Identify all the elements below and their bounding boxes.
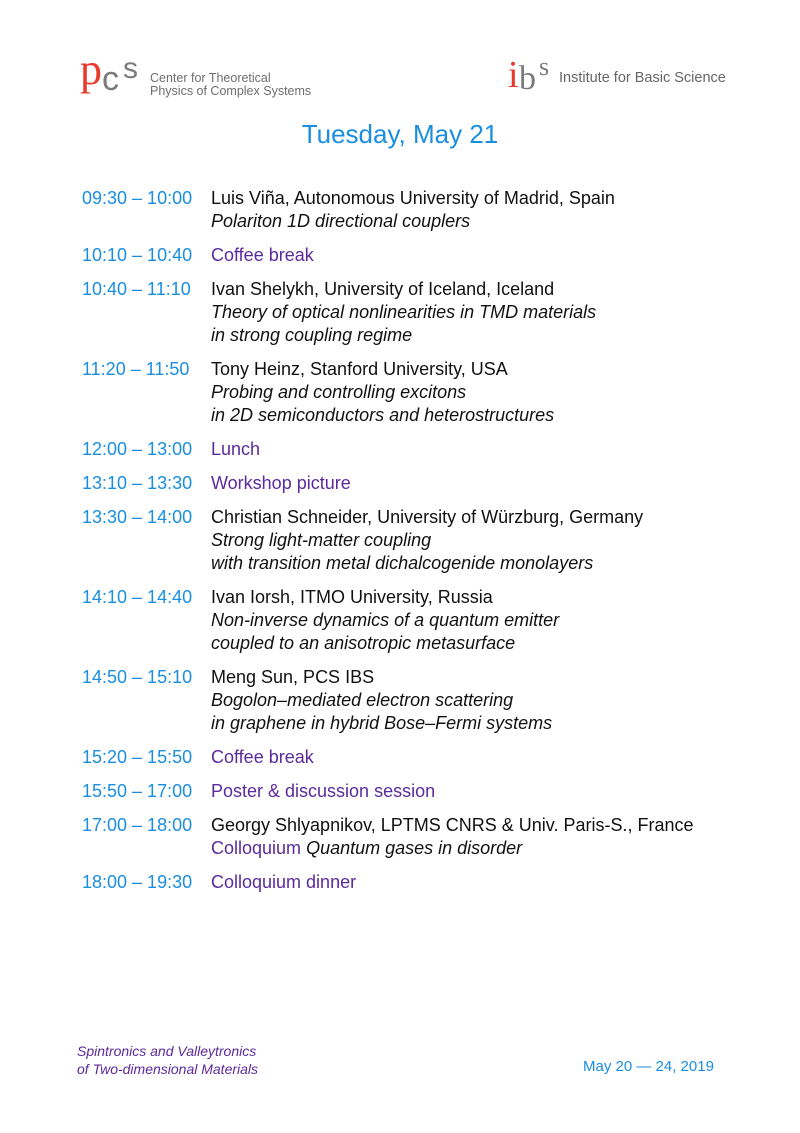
talk-title bbox=[82, 609, 782, 632]
schedule-row-line bbox=[82, 243, 782, 267]
talk-title-text: in 2D semiconductors and heterostructures bbox=[211, 405, 555, 425]
time-slot: 10:40 – 11:10 bbox=[82, 279, 191, 299]
speaker-name: Ivan Iorsh, ITMO University, Russia bbox=[211, 587, 493, 607]
schedule-row bbox=[82, 243, 782, 267]
time-slot: 13:10 – 13:30 bbox=[82, 473, 193, 493]
talk-title bbox=[82, 529, 782, 552]
time-slot: 15:50 – 17:00 bbox=[82, 781, 193, 801]
talk-title-text: with transition metal dichalcogenide monolayers bbox=[211, 553, 594, 573]
speaker-name: Tony Heinz, Stanford University, USA bbox=[211, 359, 508, 379]
speaker-name: Luis Viña, Autonomous University of Madrid, Spain bbox=[211, 188, 615, 208]
schedule-row bbox=[82, 437, 782, 461]
schedule-row-line bbox=[82, 813, 782, 837]
speaker-name: Meng Sun, PCS IBS bbox=[211, 667, 375, 687]
talk-title-text: coupled to an anisotropic metasurface bbox=[211, 633, 516, 653]
workshop-name-line1: Spintronics and Valleytronics bbox=[77, 1043, 257, 1059]
schedule-row bbox=[82, 277, 782, 347]
event-label: Lunch bbox=[211, 439, 261, 459]
speaker-name: Ivan Shelykh, University of Iceland, Iceland bbox=[211, 279, 555, 299]
talk-title bbox=[82, 552, 782, 575]
schedule-row bbox=[82, 779, 782, 803]
event-label: Coffee break bbox=[211, 747, 314, 767]
schedule-row-line bbox=[82, 471, 782, 495]
talk-title bbox=[82, 210, 782, 233]
talk-title-text: Probing and controlling excitons bbox=[211, 382, 467, 402]
talk-title bbox=[82, 381, 782, 404]
event-label: Poster & discussion session bbox=[211, 781, 436, 801]
talk-title bbox=[82, 689, 782, 712]
event-label: Coffee break bbox=[211, 245, 314, 265]
schedule-row-line bbox=[82, 779, 782, 803]
time-slot: 12:00 – 13:00 bbox=[82, 439, 193, 459]
time-slot: 09:30 – 10:00 bbox=[82, 188, 193, 208]
schedule-row bbox=[82, 357, 782, 427]
talk-title bbox=[82, 837, 782, 860]
event-label: Workshop picture bbox=[211, 473, 351, 493]
talk-title-text: Polariton 1D directional couplers bbox=[211, 211, 471, 231]
schedule-row-line bbox=[82, 437, 782, 461]
schedule-row bbox=[82, 186, 782, 233]
time-slot: 10:10 – 10:40 bbox=[82, 245, 193, 265]
talk-title-text: Bogolon–mediated electron scattering bbox=[211, 690, 514, 710]
schedule-row-line bbox=[82, 357, 782, 381]
pcs-logo-line1: Center for Theoretical bbox=[150, 71, 271, 85]
pcs-logo-line2: Physics of Complex Systems bbox=[150, 84, 312, 98]
talk-title-text: in strong coupling regime bbox=[211, 325, 413, 345]
pcs-logo: p c s Center for Theoretical Physics of Complex Systems bbox=[80, 45, 312, 98]
talk-title bbox=[82, 632, 782, 655]
event-label: Colloquium dinner bbox=[211, 872, 357, 892]
time-slot: 14:50 – 15:10 bbox=[82, 667, 193, 687]
schedule-row bbox=[82, 745, 782, 769]
schedule-row-line bbox=[82, 186, 782, 210]
speaker-name: Christian Schneider, University of Würzburg, Germany bbox=[211, 507, 644, 527]
talk-title bbox=[82, 324, 782, 347]
schedule-row-line bbox=[82, 505, 782, 529]
talk-title-text: Strong light-matter coupling bbox=[211, 530, 432, 550]
talk-title-text: Theory of optical nonlinearities in TMD materials bbox=[211, 302, 597, 322]
schedule-row-line bbox=[82, 665, 782, 689]
schedule-row bbox=[82, 505, 782, 575]
time-slot: 11:20 – 11:50 bbox=[82, 359, 190, 379]
page-title: Tuesday, May 21 bbox=[301, 119, 499, 149]
ibs-logo: i b s Institute for Basic Science bbox=[508, 52, 726, 97]
workshop-name-line2: of Two-dimensional Materials bbox=[77, 1061, 259, 1077]
schedule-row-line bbox=[82, 745, 782, 769]
time-slot: 18:00 – 19:30 bbox=[82, 872, 193, 892]
time-slot: 14:10 – 14:40 bbox=[82, 587, 193, 607]
schedule bbox=[82, 186, 782, 904]
ibs-logo-text: Institute for Basic Science bbox=[559, 70, 726, 86]
schedule-row-line bbox=[82, 277, 782, 301]
schedule-row bbox=[82, 585, 782, 655]
time-slot: 17:00 – 18:00 bbox=[82, 815, 193, 835]
schedule-row-line bbox=[82, 585, 782, 609]
workshop-name bbox=[77, 1042, 258, 1078]
pcs-logo-text bbox=[150, 72, 311, 98]
schedule-row bbox=[82, 471, 782, 495]
talk-title bbox=[82, 404, 782, 427]
schedule-row bbox=[82, 870, 782, 894]
talk-title-text: Non-inverse dynamics of a quantum emitter bbox=[211, 610, 560, 630]
time-slot: 15:20 – 15:50 bbox=[82, 747, 193, 767]
schedule-row bbox=[82, 813, 782, 860]
talk-title-text: in graphene in hybrid Bose–Fermi systems bbox=[211, 713, 553, 733]
workshop-dates: May 20 — 24, 2019 bbox=[583, 1058, 714, 1075]
talk-title-text: Quantum gases in disorder bbox=[306, 838, 523, 858]
schedule-row bbox=[82, 665, 782, 735]
talk-title bbox=[82, 712, 782, 735]
schedule-row-line bbox=[82, 870, 782, 894]
time-slot: 13:30 – 14:00 bbox=[82, 507, 193, 527]
talk-tag: Colloquium bbox=[211, 838, 302, 858]
speaker-name: Georgy Shlyapnikov, LPTMS CNRS & Univ. Paris-S., France bbox=[211, 815, 694, 835]
talk-title bbox=[82, 301, 782, 324]
